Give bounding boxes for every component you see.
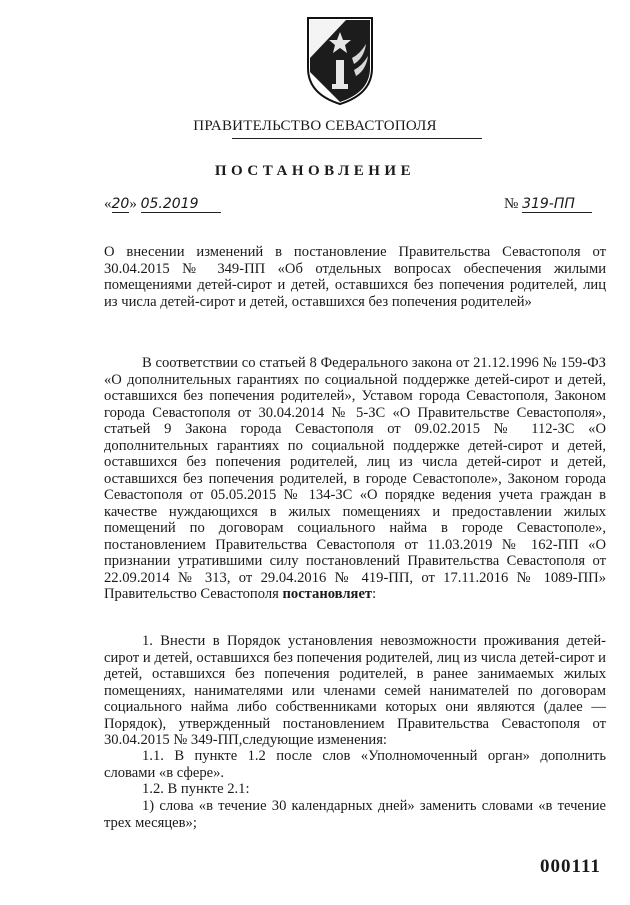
preamble-decree-word: постановляет (282, 586, 373, 602)
document-type: ПОСТАНОВЛЕНИЕ (214, 163, 416, 179)
government-name: ПРАВИТЕЛЬСТВО СЕВАСТОПОЛЯ (193, 118, 437, 134)
point-1-2: 1.2. В пункте 2.1: (142, 781, 250, 797)
document-number (504, 196, 592, 213)
date-month-year: 05.2019 (141, 196, 221, 213)
date-close-quote: » (129, 196, 137, 212)
preamble-paragraph (104, 355, 606, 603)
page-code: 000111 (540, 856, 601, 877)
preamble-text: В соответствии со статьей 8 Федерального закона от 21.12.1996 № 159-ФЗ «О дополнительных гарантиях по социальной поддержке детей-сирот и детей, оставшихся без попечения родителей», Уставом города Севастополя, Законом города Севастополя от 30.04.2014 № 5-ЗС «О Правительстве Севастополя», статьей 9 Закона города Севастополя от 09.02.2015 № 112-ЗС «О дополнительных гарантиях по социальной поддержке детей-сирот и детей, оставшихся без попечения родителей, лиц из числа детей-сирот и детей, оставшихся без попечения родителей, в городе Севастополе», Законом города Севастополя от 05.05.2015 № 134-ЗС «О порядке ведения учета граждан в качестве нуждающихся в жилых помещениях и предоставлении жилых помещений по договорам социального найма в городе Севастополе», постановлением Правительства Севастополя от 11.03.2019 № 162-ПП «О признании утратившими силу постановлений Правительства Севастополя от 22.09.2014 № 313, от 29.04.2016 № 419-ПП, от 17.11.2016 № 1089-ПП» Правительство Севастополя (104, 355, 606, 602)
document-subject: О внесении изменений в постановление Правительства Севастополя от 30.04.2015 № 349-ПП «Об отдельных вопросах обеспечения жилыми помещениями детей-сирот и детей, оставшихся без попечения родителей, лиц из числа детей-сирот и детей, оставшихся без попечения родителей» (104, 244, 606, 310)
number-value: 319-ПП (522, 196, 592, 213)
coat-of-arms-emblem (300, 14, 380, 106)
document-date (104, 196, 221, 213)
point-1-1: 1.1. В пункте 1.2 после слов «Уполномоченный орган» дополнить словами «в сфере». (104, 748, 606, 781)
point-1-2-1: 1) слова «в течение 30 календарных дней» заменить словами «в течение трех месяцев»; (104, 798, 606, 831)
preamble-end: : (372, 586, 377, 602)
number-sign: № (504, 196, 519, 212)
government-underline (232, 138, 482, 139)
date-open-quote: « (104, 196, 112, 212)
point-1: 1. Внести в Порядок установления невозможности проживания детей-сирот и детей, оставшихся без попечения родителей, лиц из числа детей-сирот и детей, оставшихся без попечения родителей, в ранее занимаемых жилых помещениях, нанимателями или членами семей нанимателей по договорам социального найма либо собственниками которых они являются (далее — Порядок), утвержденный постановлением Правительства Севастополя от 30.04.2015 № 349-ПП,следующие изменения: (104, 633, 606, 748)
date-day: 20 (111, 196, 130, 212)
